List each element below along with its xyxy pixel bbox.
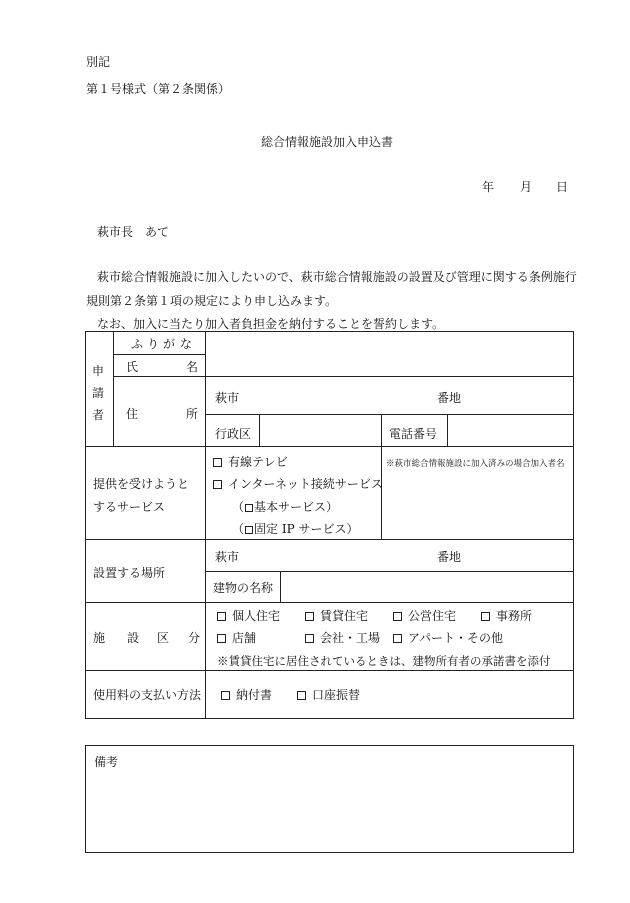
applicant-label-3: 者	[92, 408, 105, 422]
location-city: 萩市	[215, 550, 240, 564]
date-year: 年	[482, 180, 495, 194]
intro-line-1: 萩市総合情報施設に加入したいので、萩市総合情報施設の設置及び管理に関する条例施行	[97, 270, 577, 284]
remarks-box[interactable]	[85, 745, 574, 853]
service-internet[interactable]: インターネット接続サービス	[213, 477, 383, 491]
remarks-label: 備考	[94, 755, 119, 769]
facility-option-rental-house[interactable]: 賃貸住宅	[305, 609, 368, 623]
applicant-label-2: 請	[92, 386, 105, 400]
facility-option-company[interactable]: 会社・工場	[305, 631, 380, 645]
checkbox-icon[interactable]	[217, 634, 226, 643]
facility-option-apartment[interactable]: アパート・その他	[393, 631, 503, 645]
facility-option-shop[interactable]: 店舗	[217, 631, 256, 645]
facility-option-private-house[interactable]: 個人住宅	[217, 609, 280, 623]
rental-note: ※賃貸住宅に居住されているときは、建物所有者の承諾書を添付	[217, 654, 551, 668]
checkbox-icon[interactable]	[221, 691, 230, 700]
annex-label: 別記	[86, 55, 111, 69]
existing-subscriber-note: ※萩市総合情報施設に加入済みの場合加入者名	[386, 459, 565, 469]
building-name-label: 建物の名称	[213, 581, 274, 595]
location-label: 設置する場所	[93, 566, 166, 580]
payment-option-invoice[interactable]: 納付書	[221, 688, 272, 702]
checkbox-icon[interactable]	[245, 504, 253, 512]
location-banchi: 番地	[437, 550, 462, 564]
checkbox-icon[interactable]	[213, 480, 222, 489]
service-fixed-ip[interactable]: （ 固定 IP サービス）	[232, 522, 359, 536]
service-basic[interactable]: （ 基本サービス）	[232, 500, 339, 514]
checkbox-icon[interactable]	[213, 458, 222, 467]
form-title: 総合情報施設加入申込書	[261, 135, 394, 149]
form-number: 第１号様式（第２条関係）	[86, 82, 231, 96]
date-month: 月	[520, 180, 533, 194]
checkbox-icon[interactable]	[245, 526, 253, 534]
services-label-1: 提供を受けようと	[93, 477, 190, 491]
payment-option-bank-transfer[interactable]: 口座振替	[297, 688, 360, 702]
facility-option-public-house[interactable]: 公営住宅	[393, 609, 456, 623]
checkbox-icon[interactable]	[217, 612, 226, 621]
applicant-banchi: 番地	[437, 391, 462, 405]
service-cable-tv[interactable]: 有線テレビ	[213, 455, 288, 469]
facility-option-office[interactable]: 事務所	[481, 609, 532, 623]
checkbox-icon[interactable]	[305, 612, 314, 621]
services-label-2: するサービス	[93, 500, 166, 514]
payment-label: 使用料の支払い方法	[93, 688, 202, 702]
checkbox-icon[interactable]	[481, 612, 490, 621]
checkbox-icon[interactable]	[393, 612, 402, 621]
addressee: 萩市長 あて	[97, 225, 170, 239]
checkbox-icon[interactable]	[305, 634, 314, 643]
district-label: 行政区	[215, 427, 252, 441]
applicant-label-1: 申	[92, 364, 105, 378]
checkbox-icon[interactable]	[393, 634, 402, 643]
phone-label: 電話番号	[389, 427, 438, 441]
intro-line-2: 規則第２条第１項の規定により申し込みます。	[86, 294, 338, 308]
intro-line-3: なお、加入に当たり加入者負担金を納付することを誓約します。	[97, 317, 445, 331]
date-day: 日	[556, 180, 569, 194]
checkbox-icon[interactable]	[297, 691, 306, 700]
applicant-city: 萩市	[215, 391, 240, 405]
